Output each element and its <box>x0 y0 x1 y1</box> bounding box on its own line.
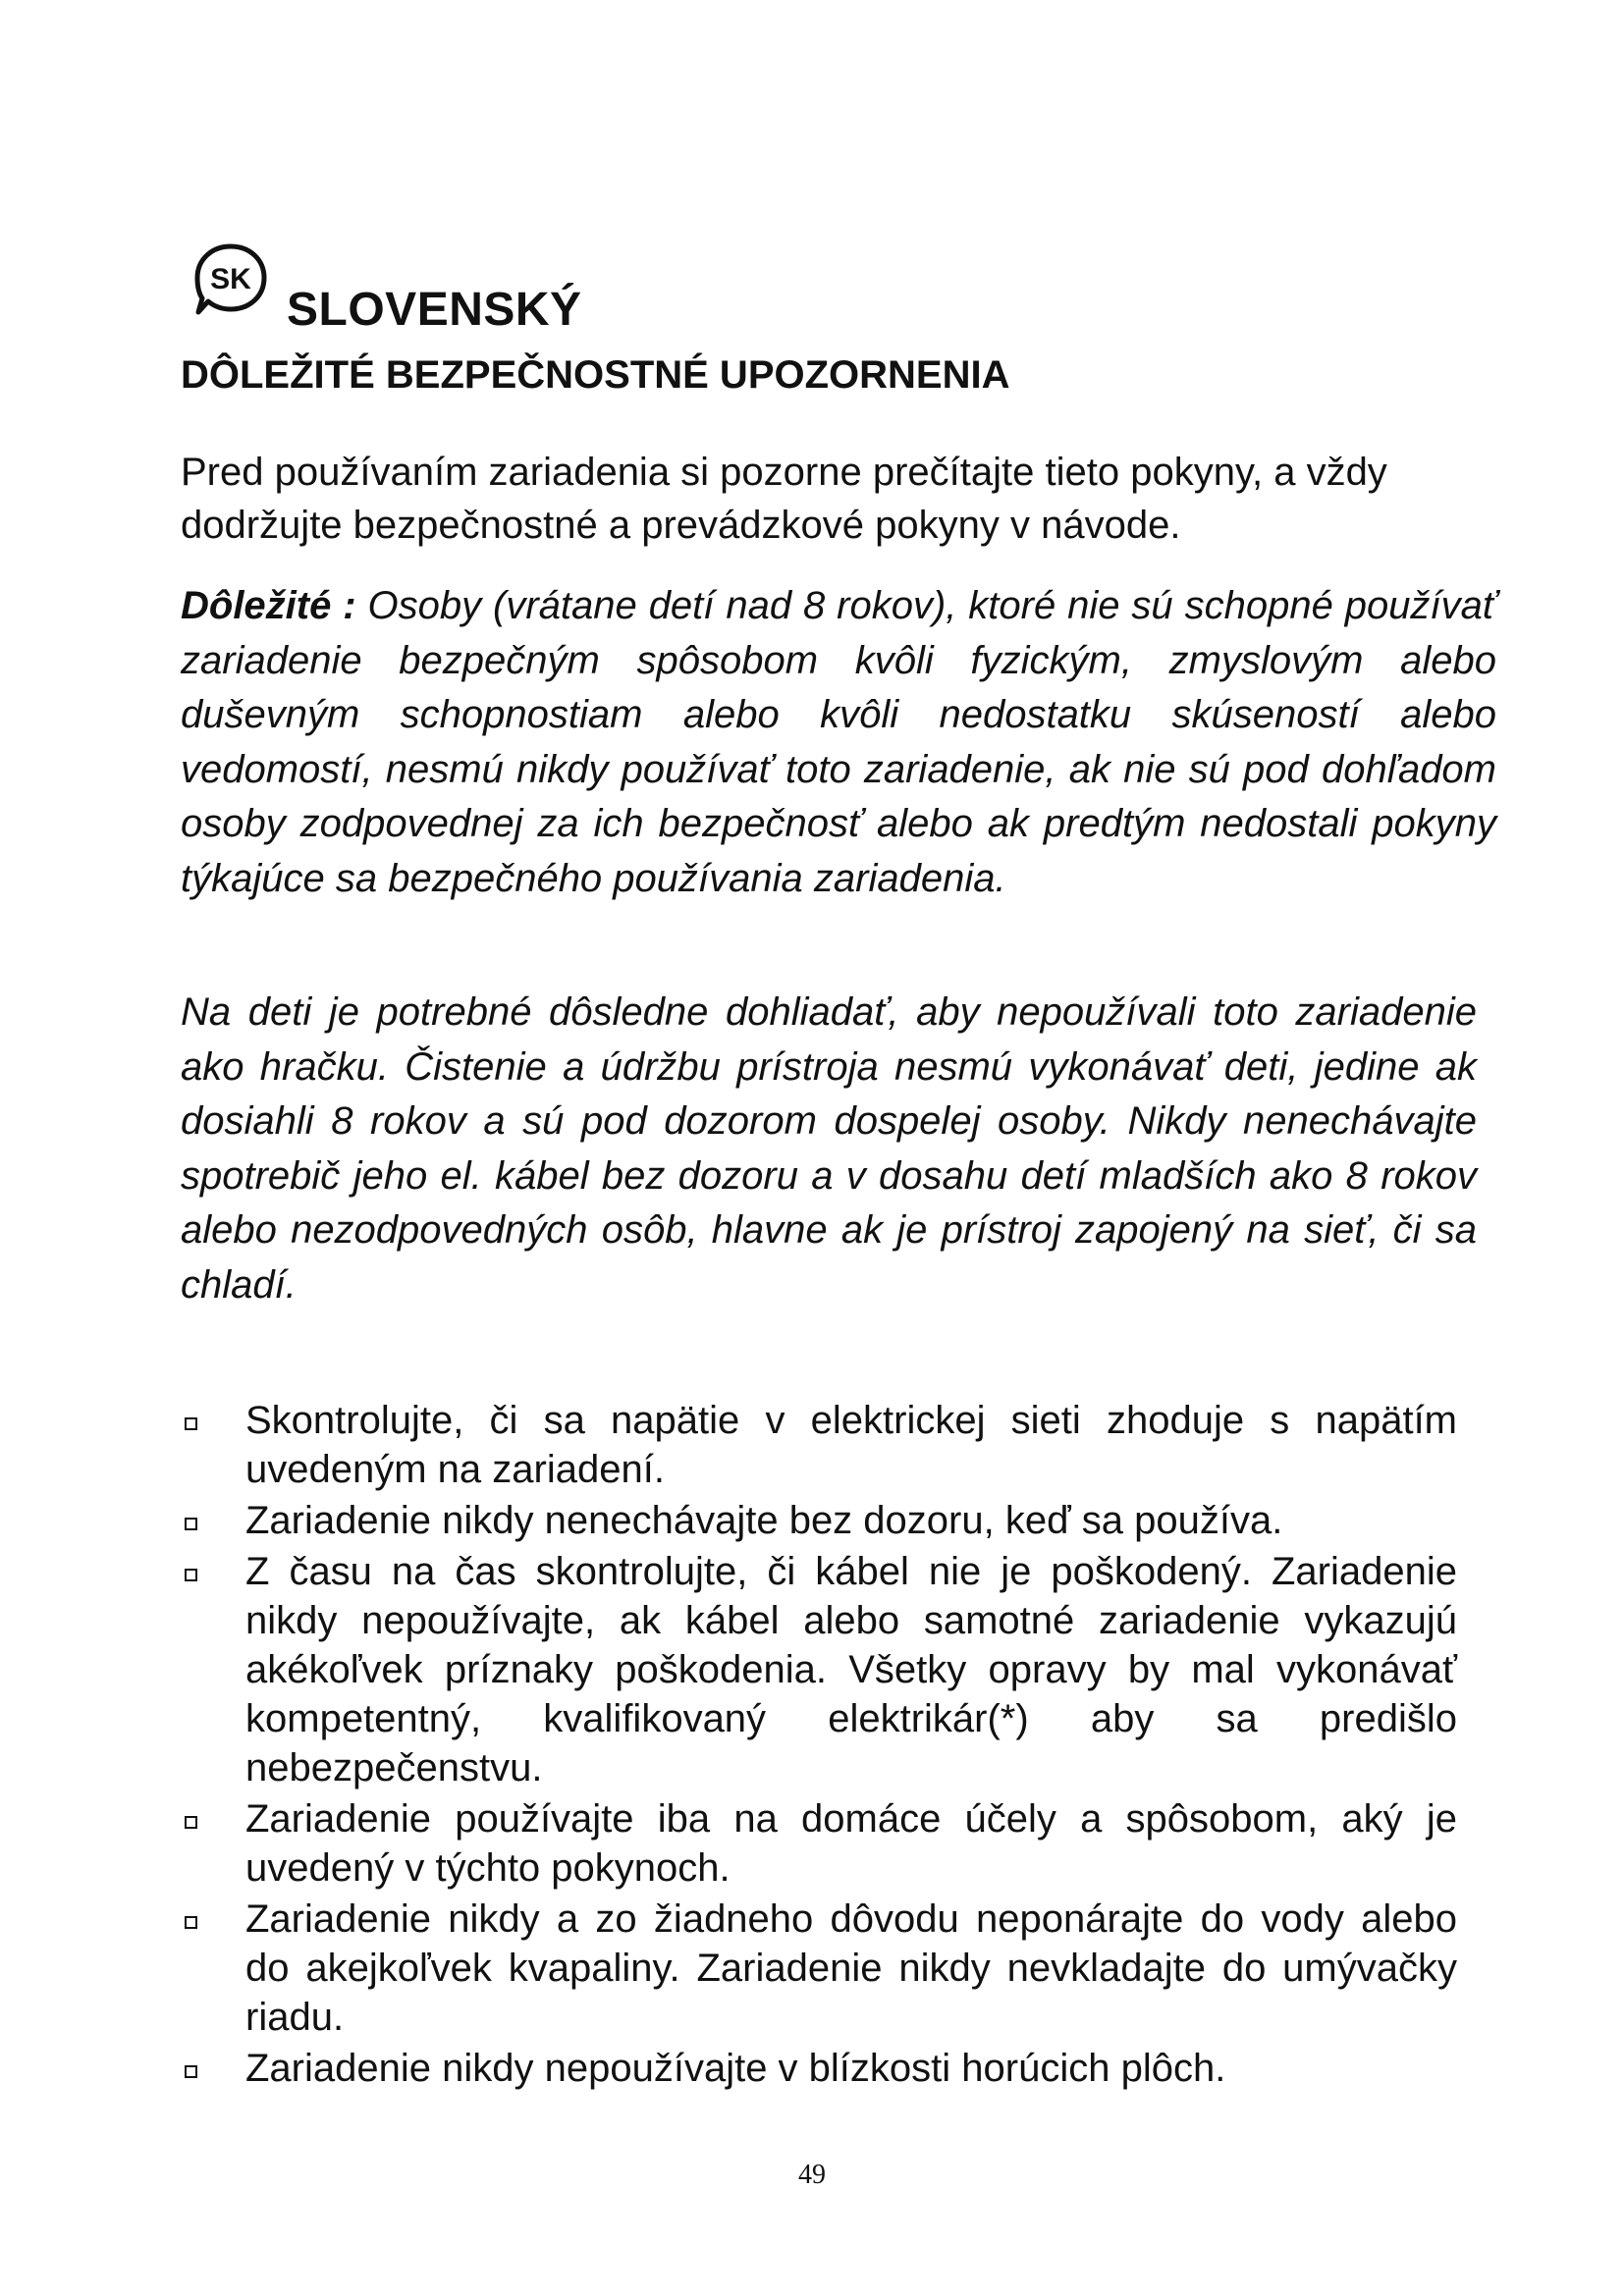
list-item <box>181 1396 1457 1494</box>
safety-bullet-list <box>181 1396 1457 2093</box>
language-title: SLOVENSKÝ <box>287 284 582 336</box>
language-badge-icon <box>192 241 269 318</box>
bullet-text: Z času na čas skontrolujte, či kábel nie je poškodený. Zariadenie nikdy nepoužívajte, ak kábel alebo samotné zariadenie vykazujú akékoľvek príznaky poškodenia. Všetky opravy by mal vykonávať kompetentný, kvalifikovaný elektrikár(*) aby sa predišlo nebezpečenstvu. <box>245 1550 1457 1789</box>
checkbox-bullet-icon <box>185 1417 197 1430</box>
important-text: Osoby (vrátane detí nad 8 rokov), ktoré nie sú schopné používať zariadenie bezpečným spôsobom kvôli fyzickým, zmyslovým alebo duševným schopnostiam alebo kvôli nedostatku skúseností alebo vedomostí, nesmú nikdy používať toto zariadenie, ak nie sú pod dohľadom osoby zodpovednej za ich bezpečnosť alebo ak predtým nedostali pokyny týkajúce sa bezpečného používania zariadenia. <box>181 584 1496 900</box>
list-item <box>181 1895 1457 2042</box>
checkbox-bullet-icon <box>185 1518 197 1530</box>
badge-text: SK <box>210 263 251 295</box>
children-warning-paragraph: Na deti je potrebné dôsledne dohliadať, aby nepoužívali toto zariadenie ako hračku. Čistenie a údržbu prístroja nesmú vykonávať deti, jedine ak dosiahli 8 rokov a sú pod dozorom dospelej osoby. Nikdy nenechávajte spotrebič jeho el. kábel bez dozoru a v dosahu detí mladších ako 8 rokov alebo nezodpovedných osôb, hlavne ak je prístroj zapojený na sieť, či sa chladí. <box>181 990 1477 1307</box>
list-item <box>181 2044 1457 2093</box>
checkbox-bullet-icon <box>185 1916 197 1929</box>
bullet-text: Zariadenie nikdy nepoužívajte v blízkosti horúcich plôch. <box>245 2047 1226 2090</box>
important-warning-paragraph <box>181 579 1496 906</box>
checkbox-bullet-icon <box>185 2065 197 2078</box>
list-item <box>181 1496 1457 1545</box>
list-item <box>181 1547 1457 1792</box>
section-title: DÔLEŽITÉ BEZPEČNOSTNÉ UPOZORNENIA <box>181 353 1010 397</box>
bullet-text: Zariadenie nikdy nenechávajte bez dozoru, keď sa používa. <box>245 1499 1283 1542</box>
intro-paragraph: Pred používaním zariadenia si pozorne prečítajte tieto pokyny, a vždy dodržujte bezpečnostné a prevádzkové pokyny v návode. <box>181 451 1387 547</box>
checkbox-bullet-icon <box>185 1816 197 1829</box>
important-label: Dôležité : <box>181 584 356 627</box>
bullet-text: Zariadenie nikdy a zo žiadneho dôvodu neponárajte do vody alebo do akejkoľvek kvapaliny. Zariadenie nikdy nevkladajte do umývačky riadu. <box>245 1897 1457 2039</box>
bullet-text: Skontrolujte, či sa napätie v elektrickej sieti zhoduje s napätím uvedeným na zariadení. <box>245 1399 1457 1491</box>
checkbox-bullet-icon <box>185 1569 197 1581</box>
page-number: 49 <box>798 2160 826 2190</box>
bullet-text: Zariadenie používajte iba na domáce účely a spôsobom, aký je uvedený v týchto pokynoch. <box>245 1797 1457 1890</box>
list-item <box>181 1794 1457 1893</box>
